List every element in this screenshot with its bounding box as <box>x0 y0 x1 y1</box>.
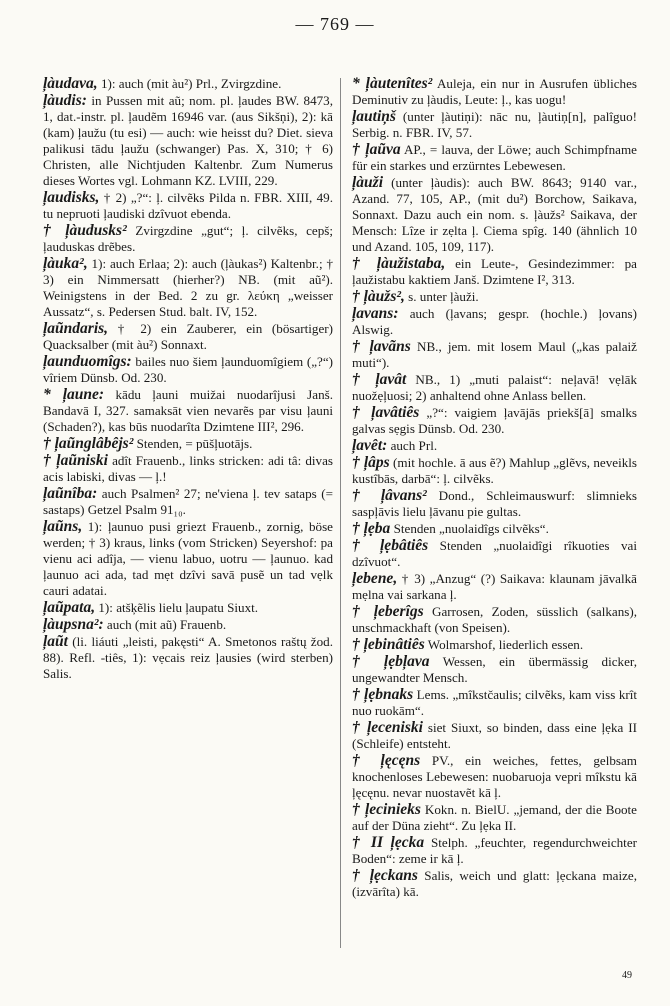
entry-text: Salis, weich und glatt: ļẹckana maize, (izvārîta) kā. <box>352 868 638 899</box>
dictionary-entry <box>352 802 637 834</box>
entry-headword: ļàudava, <box>43 75 98 92</box>
entry-text: Dond., Schleimauswurf: slimnieks saspļāvis lielu ļāvanu pie gultas. <box>352 488 637 519</box>
entry-text: AP., = lauva, der Löwe; auch Schimpfname für ein starkes und erzürntes Lebewesen. <box>352 142 637 173</box>
dictionary-entry <box>352 372 637 404</box>
entry-headword: † ļavâtiês <box>352 404 420 421</box>
entry-headword: † ļecinieks <box>352 801 421 818</box>
dictionary-entry <box>43 256 333 320</box>
dictionary-entry <box>43 93 333 189</box>
entry-text: adît Frauenb., links stricken: adi tâ: divas acis labiski, divas — ļ.! <box>43 453 333 484</box>
entry-text: bailes nuo šiem ļaunduomîgiem („?“) vîriem Dünsb. Od. 230. <box>43 354 333 385</box>
entry-text: siet Siuxt, so binden, dass eine ļẹka II (Schleife) entsteht. <box>352 720 637 751</box>
dictionary-entry <box>352 76 637 108</box>
dictionary-entry <box>43 223 333 255</box>
entry-headword: † ļẹbâtiês <box>352 537 429 554</box>
entry-headword: ļaũt <box>43 633 68 650</box>
right-column <box>352 76 637 901</box>
entry-headword: ļebene, <box>352 570 398 587</box>
dictionary-entry <box>352 109 637 141</box>
entry-text: Stelph. „feuchter, regendurchweichter Boden“: zeme ir kā ļ. <box>352 835 637 866</box>
dictionary-entry <box>352 405 637 437</box>
entry-text: Wessen, ein übermässig dicker, ungewandter Mensch. <box>352 654 637 685</box>
entry-headword: ļàuka², <box>43 255 88 272</box>
entry-text: Stenden, = pūšļuotājs. <box>133 436 253 451</box>
entry-headword: † ļavãns <box>352 338 411 355</box>
dictionary-entry <box>352 306 637 338</box>
entry-text: Garrosen, Zoden, süsslich (salkans), unschmackhaft (von Speisen). <box>352 604 638 635</box>
entry-text: † 2) ein Zauberer, ein (bösartiger) Quacksalber (mit àu²) Sonnaxt. <box>43 321 333 352</box>
dictionary-entry <box>352 438 637 454</box>
entry-headword: ļaudisks, <box>43 189 100 206</box>
entry-headword: † ļebinâtiês <box>352 636 425 653</box>
entry-headword: † ļaũniski <box>43 452 108 469</box>
entry-text: (mit hochle. ā aus ẽ?) Mahlup „glẽvs, neveikls kustîbās, darbā“: ļ. cilvẽks. <box>352 455 637 486</box>
dictionary-entry <box>43 453 333 485</box>
entry-headword: † ļęcęns <box>352 752 421 769</box>
entry-headword: ļaũpata, <box>43 599 96 616</box>
entry-headword: † ļàužistaba, <box>352 255 446 272</box>
dictionary-entry <box>43 387 333 435</box>
dictionary-entry <box>352 455 637 487</box>
entry-text: Lems. „mîkstčaulis; cilvẽks, kam viss krît nuo ruokām“. <box>352 687 638 718</box>
entry-headword: † ļaũnglâbêjs² <box>43 435 134 452</box>
entry-text: Stenden „nuolaidîgi rîkuoties vai dzîvuot“. <box>352 538 637 569</box>
entry-text: kādu ļauni muižai nuodarîjusi Janš. Bandavā I, 327. samaksāt vien nevarẽs par visu ļauni (Schaden?), kas būs nuodarîta Dzimtene III², 296. <box>43 387 333 434</box>
dictionary-entry <box>43 321 333 353</box>
entry-headword: ļàudis: <box>43 92 87 109</box>
dictionary-entry <box>43 519 333 599</box>
dictionary-entry <box>352 175 637 255</box>
entry-headword: ļaũndaris, <box>43 320 109 337</box>
entry-text: NB., jem. mit losem Maul („kas palaiž muti“). <box>352 339 637 370</box>
dictionary-entry <box>43 436 333 452</box>
entry-text: Auleja, ein nur in Ausrufen übliches Deminutiv zu ļàudis, Leute: ļ., kas uogu! <box>352 76 638 107</box>
entry-text: NB., 1) „muti palaist“: neļavā! vẹlāk nuožẹļuosi; 2) anhaltend ohne Anlass bellen. <box>352 372 637 403</box>
entry-headword: ļàupsna²: <box>43 616 104 633</box>
entry-text: s. unter ļàuži. <box>404 289 479 304</box>
dictionary-entry <box>352 521 637 537</box>
entry-text: 1): ļaunuo pusi griezt Frauenb., zornig, böse werden; † 3) kraus, links (vom Stricken) Seyershof: pa vienu aci adîja, — vienu labuo, uotru — ļaunuo. kad ļaunuo aci ada, tad mẹt dzîvi savā pusẽ un tad vẹlk cauri adatai. <box>43 519 333 598</box>
entry-text: ein Leute-, Gesindezimmer: pa ļaužistabu kaktiem Janš. Dzimtene I², 313. <box>352 256 637 287</box>
entry-text: Stenden „nuolaidîgs cilvẽks“. <box>390 521 549 536</box>
entry-text: auch (ļavans; gespr. (hochle.) ļovans) Alswig. <box>352 306 637 337</box>
entry-text: auch Prl. <box>387 438 438 453</box>
dictionary-entry <box>352 835 637 867</box>
entry-text: † 2) „?“: ļ. cilvẽks Pilda n. FBR. XIII, 49. tu nepruoti ļaudiski dzîvuot ebenda. <box>43 190 333 221</box>
entry-headword: † ļeceniski <box>352 719 423 736</box>
entry-headword: ļautiņš <box>352 108 396 125</box>
entry-text: (li. liáuti „leisti, pakęsti“ A. Smetonos raštų žod. 88). Refl. -tiês, 1): vẹcais reiz ļausies (wird sterben) Salis. <box>43 634 333 681</box>
dictionary-entry <box>43 600 333 616</box>
column-divider <box>340 78 341 948</box>
dictionary-entry <box>352 654 637 686</box>
dictionary-entry <box>352 637 637 653</box>
entry-text: Zvirgzdine „gut“; ļ. cilvẽks, cepš; ļauduskas drẽbes. <box>43 223 334 254</box>
entry-headword: † ļâps <box>352 454 390 471</box>
dictionary-entry <box>352 289 637 305</box>
entry-headword: * ļàutenîtes² <box>352 75 433 92</box>
entry-text: auch (mit aũ) Frauenb. <box>103 617 227 632</box>
dictionary-entry <box>352 488 637 520</box>
entry-text: 1): auch Erlaa; 2): auch (ļàukas²) Kaltenbr.; † 3) ein Nimmersatt (hierher?) NB. (mit aũ²). Weinigstens in der Bed. 2 zu gr. λεύκη „weisser Aussatz“, s. Pedersen Stud. balt. IV, 152. <box>43 256 333 319</box>
left-column <box>43 76 333 683</box>
entry-headword: † ļẹbnaks <box>352 686 414 703</box>
entry-headword: * ļaune: <box>43 386 105 403</box>
dictionary-entry <box>352 753 637 801</box>
entry-text: 1): auch (mit àu²) Prl., Zvirgzdine. <box>97 76 282 91</box>
dictionary-entry <box>43 634 333 682</box>
entry-headword: † ļàužs², <box>352 288 405 305</box>
entry-text: † 3) „Anzug“ (?) Saikava: klaunam jāvalkā mẹlna vai sarkana ļ. <box>352 571 637 602</box>
entry-headword: † ļàudusks² <box>43 222 127 239</box>
entry-headword: ļàuži <box>352 174 384 191</box>
dictionary-entry <box>352 571 637 603</box>
entry-headword: † ļẹbļava <box>352 653 430 670</box>
dictionary-entry <box>352 256 637 288</box>
page-number: — 769 — <box>295 14 375 34</box>
entry-text: „?“: vaigiem ļavājās priekš[ā] smalks galvas sẹgis Dünsb. Od. 230. <box>352 405 638 436</box>
entry-headword: ļavêt: <box>352 437 388 454</box>
entry-headword: † ļẹba <box>352 520 391 537</box>
entry-text: (unter ļàutiņi): nāc nu, ļàutiņ[n], palîguo! Serbig. n. FBR. IV, 57. <box>352 109 637 140</box>
dictionary-entry <box>352 720 637 752</box>
entry-headword: ļaũns, <box>43 518 83 535</box>
entry-headword: † ļaũva <box>352 141 401 158</box>
entry-headword: † ļâvans² <box>352 487 427 504</box>
dictionary-entry <box>43 486 333 518</box>
dictionary-entry <box>352 868 637 900</box>
dictionary-entry <box>43 617 333 633</box>
entry-text: 1): atšķẽlis lielu ļaupatu Siuxt. <box>95 600 259 615</box>
entry-headword: ļavans: <box>352 305 399 322</box>
entry-text: Kokn. n. BielU. „jemand, der die Boote auf der Düna zieht“. Zu ļẹka II. <box>352 802 637 833</box>
dictionary-entry <box>43 354 333 386</box>
dictionary-entry <box>352 687 637 719</box>
entry-headword: ļaunduomîgs: <box>43 353 132 370</box>
signature-mark: 49 <box>622 970 632 981</box>
dictionary-entry <box>43 190 333 222</box>
entry-headword: † ļẹckans <box>352 867 418 884</box>
entry-text: in Pussen mit aũ; nom. pl. ļaudes BW. 8473, 1, dat.-instr. pl. ļaudẽm 16946 var. (aus Sikšņi), 2): kā (kam) ļaužu (tu esi) — auch: wie heisst du? Diet. sieva palikusi tādu ļaužu (schwanger) Pas. X, 310; † 6) Christen, alle Nichtjuden Kaltenbr. Zum Numerus dieses Wortes vgl. Lohmann KZ. LVIII, 229. <box>43 93 333 188</box>
entry-text: auch Psalmen² 27; ne'viena ļ. tev sataps (= sastaps) Getzel Psalm 91₁₀. <box>43 486 333 517</box>
entry-text: (unter ļàudis): auch BW. 8643; 9140 var., Azand. 77, 105, AP., (mit du²) Borchow, Saikava, Sonnaxt. Dazu auch ein nom. s. ļàužs² Saikava, der Mensch: Lîze ir zẹlta ļ. Ciema spîg. 140 (ähnlich 10 und Azand. 105, 109, 117). <box>352 175 637 254</box>
entry-headword: † ļavât <box>352 371 407 388</box>
entry-headword: † II ļẹcka <box>352 834 425 851</box>
dictionary-entry <box>352 538 637 570</box>
dictionary-entry <box>43 76 333 92</box>
entry-text: Wolmarshof, liederlich essen. <box>424 637 584 652</box>
entry-headword: † ļeberîgs <box>352 603 424 620</box>
entry-headword: ļaũnîba: <box>43 485 98 502</box>
dictionary-entry <box>352 339 637 371</box>
dictionary-entry <box>352 604 637 636</box>
dictionary-entry <box>352 142 637 174</box>
entry-text: PV., ein weiches, fettes, gelbsam knochenloses Lebewesen: nuobaruoja vepri mîkstu kā ļęcęnu. nevar nuostavẽt kā ļ. <box>352 753 637 800</box>
